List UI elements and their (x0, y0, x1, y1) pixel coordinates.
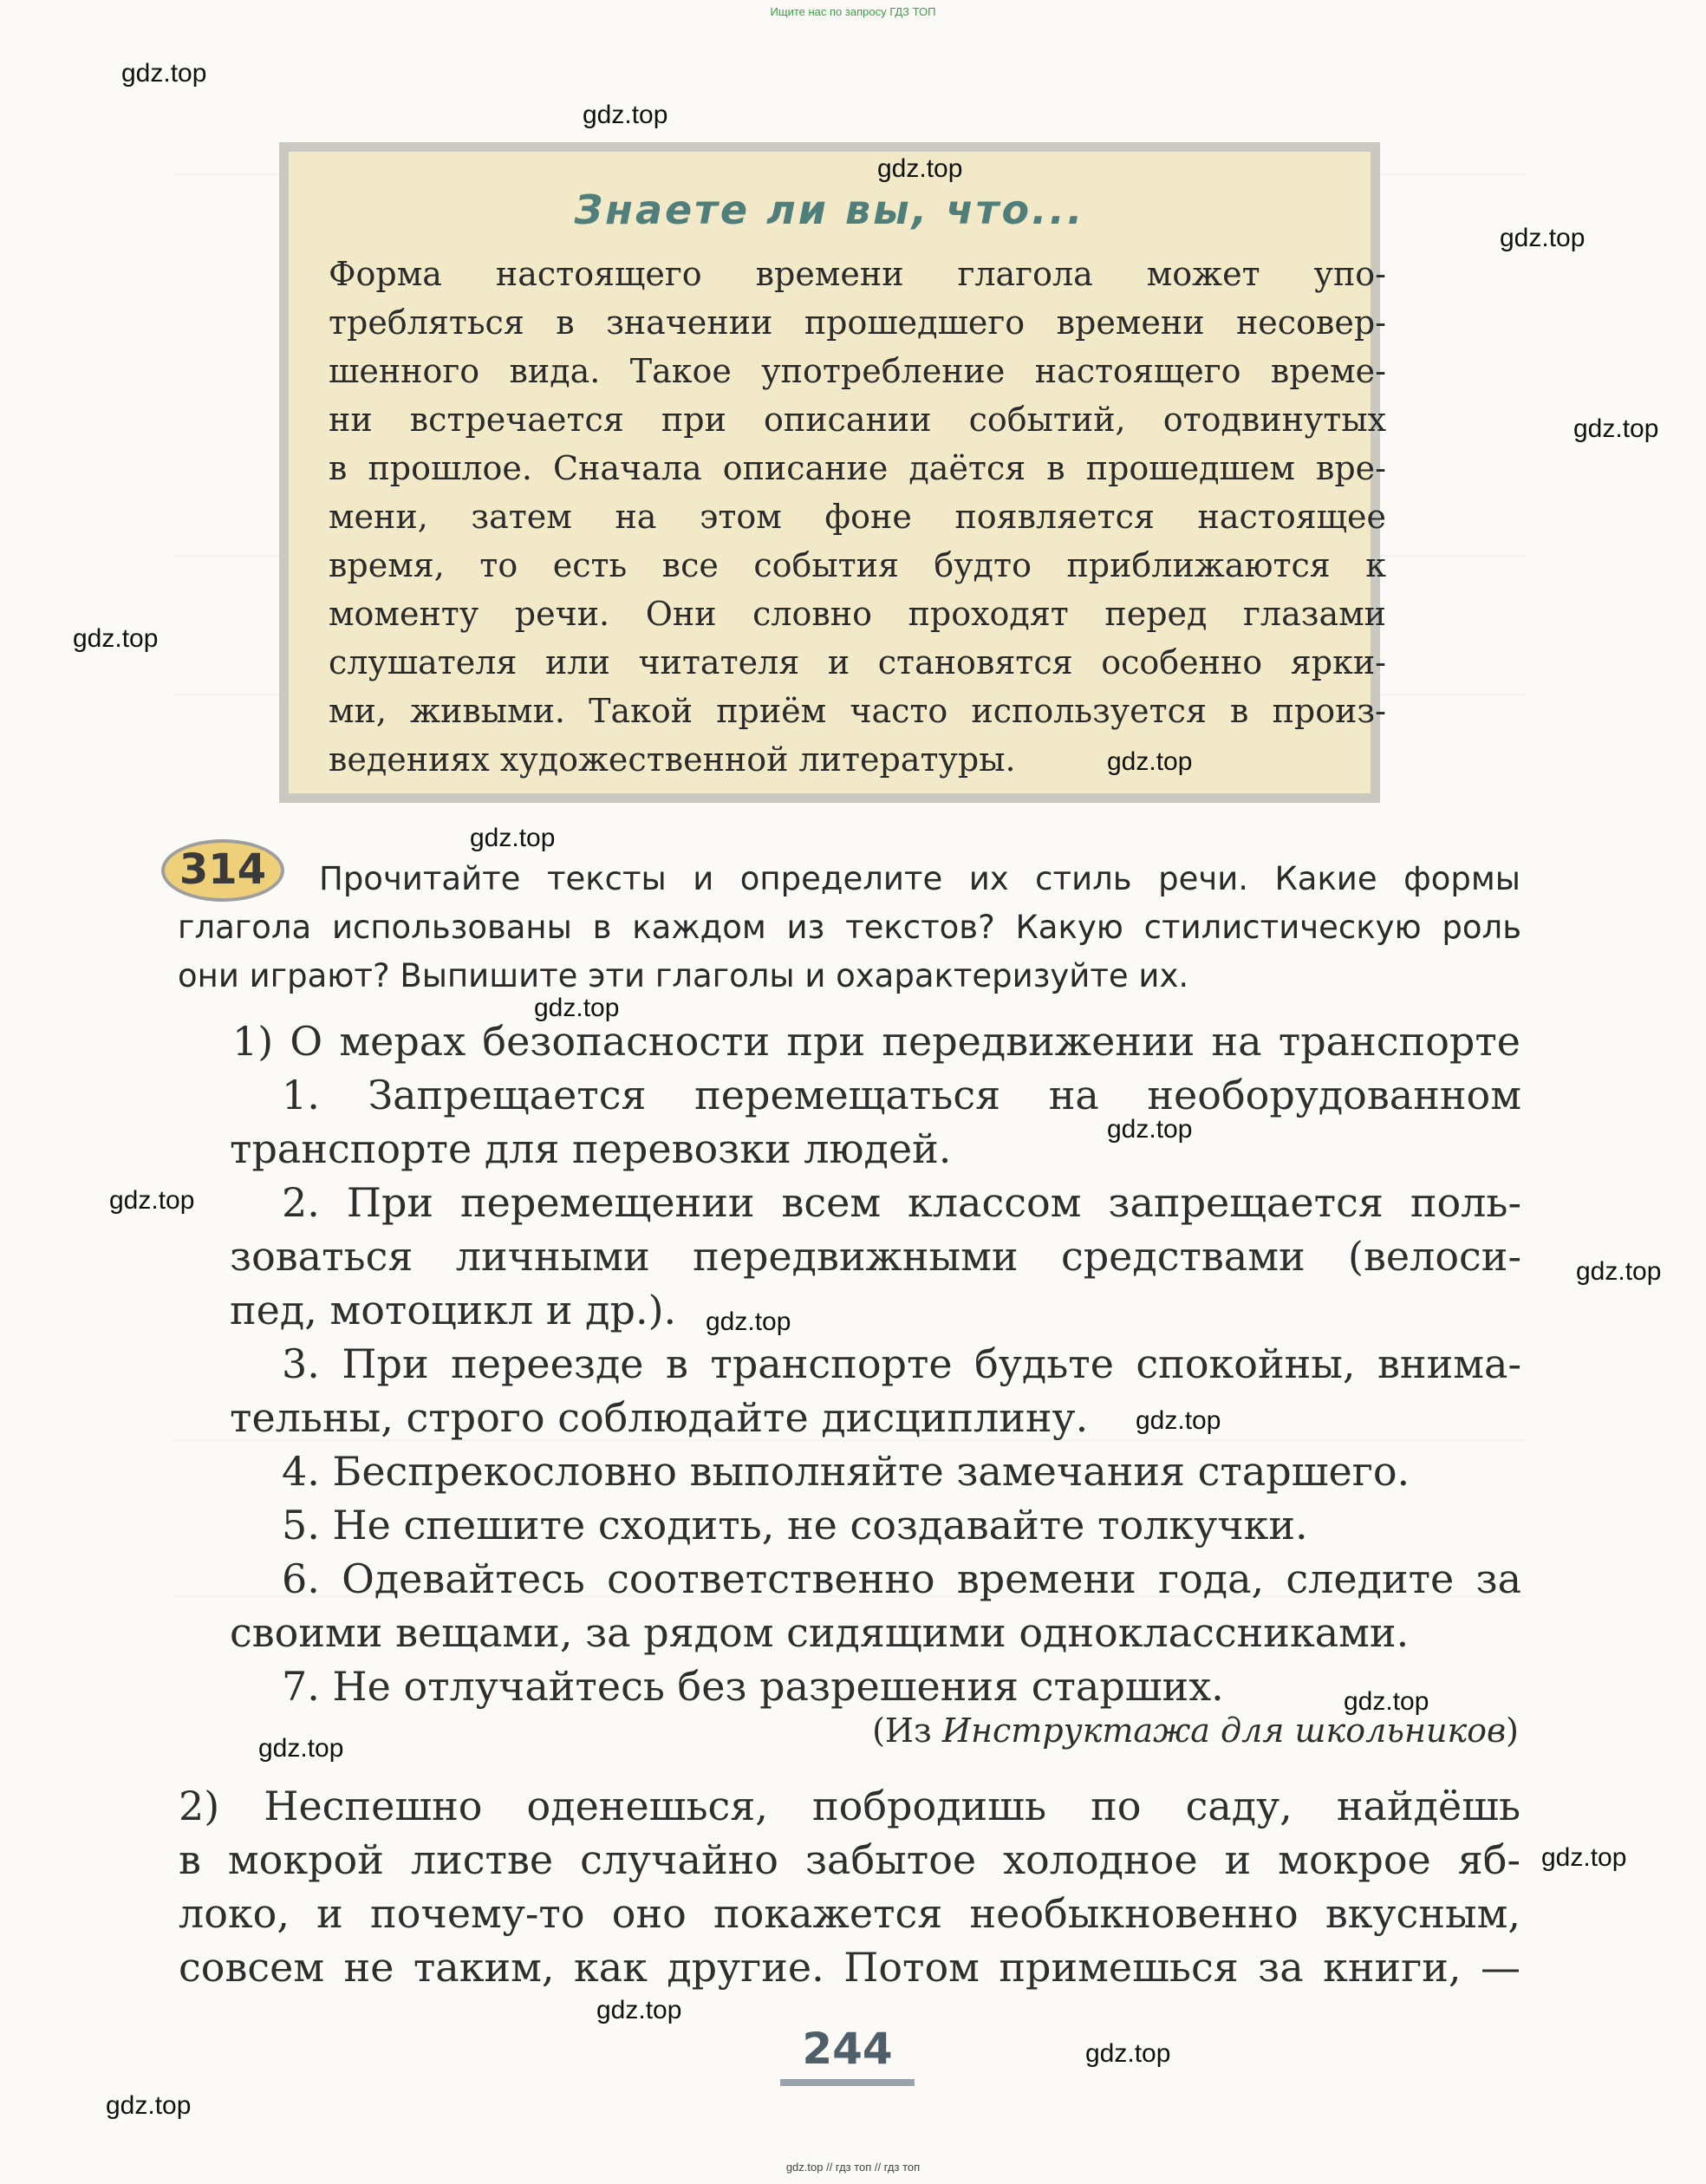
watermark: gdz.top (470, 824, 556, 852)
text1-title: 1) О мерах безопасности при передвижении на транспорте (232, 1018, 1520, 1065)
info-box-line: моменту речи. Они словно проходят перед глазами (329, 595, 1386, 633)
info-box-line: ми, живыми. Такой приём часто используется в произ- (329, 692, 1386, 730)
info-box-line: шенного вида. Такое употребление настоящего време- (329, 352, 1386, 390)
task-line: Прочитайте тексты и определите их стиль речи. Какие формы (319, 860, 1520, 897)
page-number: 244 (802, 2024, 893, 2074)
watermark: gdz.top (121, 59, 207, 88)
info-box-line: требляться в значении прошедшего времени несовер- (329, 303, 1386, 342)
text1-line: 2. При перемещении всем классом запрещается поль- (282, 1179, 1521, 1226)
info-box-line: ни встречается при описании событий, отодвинутых (329, 401, 1386, 439)
text2-line: локо, и почему-то оно покажется необыкновенно вкусным, (179, 1890, 1520, 1937)
text1-line: транспорте для перевозки людей. (230, 1125, 952, 1172)
text1-line: пед, мотоцикл и др.). (230, 1287, 677, 1333)
text1-line: своими вещами, за рядом сидящими одноклассниками. (230, 1609, 1410, 1656)
watermark: gdz.top (534, 994, 620, 1022)
text1-line: 5. Не спешите сходить, не создавайте толкучки. (282, 1502, 1308, 1548)
watermark: gdz.top (1500, 224, 1586, 252)
watermark: gdz.top (1107, 1115, 1193, 1144)
info-box-line: мени, затем на этом фоне появляется настоящее (329, 498, 1386, 536)
info-box-line: слушателя или читателя и становятся особенно ярки- (329, 643, 1386, 681)
header-note: Ищите нас по запросу ГДЗ ТОП (770, 5, 936, 18)
watermark: gdz.top (1344, 1687, 1429, 1716)
info-box-line: Форма настоящего времени глагола может упо- (329, 255, 1386, 293)
text1-line: 3. При переезде в транспорте будьте спокойны, внима- (282, 1340, 1521, 1387)
task-line: глагола использованы в каждом из текстов? Какую стилистическую роль (178, 909, 1521, 946)
watermark: gdz.top (1085, 2039, 1171, 2068)
watermark: gdz.top (73, 624, 159, 653)
watermark: gdz.top (106, 2091, 192, 2120)
watermark: gdz.top (1576, 1257, 1662, 1286)
watermark: gdz.top (258, 1734, 344, 1763)
info-box-line: ведениях художественной литературы. (329, 740, 1016, 779)
watermark: gdz.top (596, 1996, 682, 2024)
watermark: gdz.top (706, 1307, 791, 1336)
text2-line: 2) Неспешно оденешься, побродишь по саду, найдёшь (179, 1783, 1520, 1829)
watermark: gdz.top (109, 1186, 195, 1215)
watermark: gdz.top (1573, 414, 1659, 443)
text2-line: в мокрой листве случайно забытое холодное и мокрое яб- (179, 1836, 1520, 1883)
info-box-line: в прошлое. Сначала описание даётся в прошедшем вре- (329, 449, 1386, 487)
info-box-title: Знаете ли вы, что... (574, 186, 1085, 233)
text1-line: тельны, строго соблюдайте дисциплину. (230, 1394, 1089, 1441)
task-line: они играют? Выпишите эти глаголы и охарактеризуйте их. (178, 957, 1189, 994)
footer-note: gdz.top // гдз топ // гдз топ (785, 2161, 921, 2174)
text1-line: зоваться личными передвижными средствами (велоси- (230, 1233, 1521, 1280)
text1-source: (Из Инструктажа для школьников) (872, 1711, 1519, 1750)
text1-line: 6. Одевайтесь соответственно времени года, следите за (282, 1555, 1521, 1602)
text1-line: 7. Не отлучайтесь без разрешения старших. (282, 1663, 1224, 1710)
info-box (279, 142, 1386, 803)
watermark: gdz.top (1541, 1843, 1627, 1872)
text1-line: 4. Беспрекословно выполняйте замечания старшего. (282, 1448, 1410, 1495)
watermark: gdz.top (1136, 1406, 1221, 1435)
text2-line: совсем не таким, как другие. Потом примешься за книги, — (179, 1944, 1520, 1991)
info-box-line: время, то есть все события будто приближаются к (329, 546, 1386, 584)
page-number-underline (780, 2079, 915, 2086)
watermark: gdz.top (583, 101, 668, 129)
watermark: gdz.top (1107, 747, 1193, 776)
watermark: gdz.top (877, 154, 963, 183)
exercise-number-badge: 314 (161, 839, 284, 902)
text1-line: 1. Запрещается перемещаться на необорудованном (282, 1072, 1521, 1118)
